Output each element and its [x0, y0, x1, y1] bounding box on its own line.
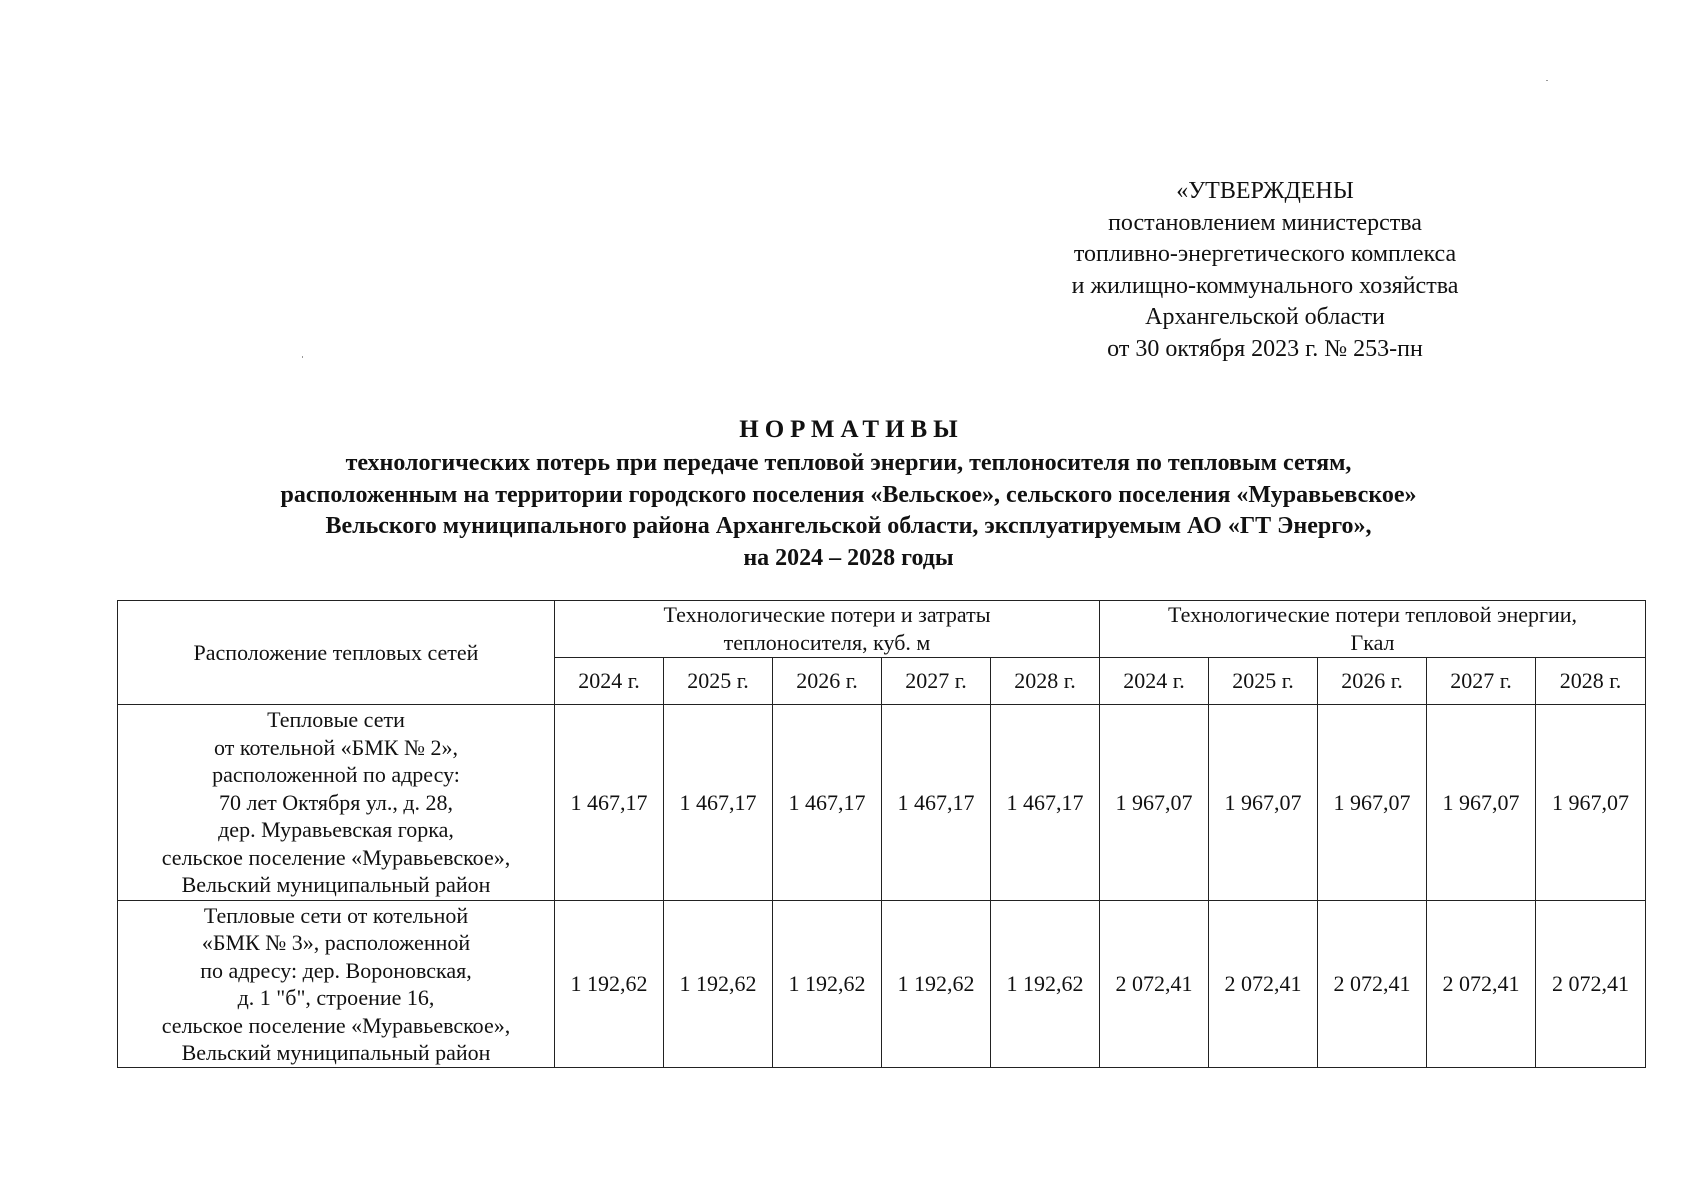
location-line: Вельский муниципальный район: [181, 872, 491, 898]
heat-value-cell: 2 072,41: [1427, 901, 1536, 1068]
coolant-header-line: теплоносителя, куб. м: [723, 630, 931, 655]
norms-table: [117, 600, 1646, 1068]
location-line: 70 лет Октября ул., д. 28,: [218, 789, 454, 815]
location-line: Тепловые сети: [267, 707, 405, 733]
heat-header-line: Гкал: [1350, 630, 1395, 655]
approval-line: топливно-энергетического комплекса: [1073, 241, 1457, 267]
location-line: д. 1 "б", строение 16,: [237, 985, 435, 1010]
year-header: 2026 г.: [773, 658, 882, 705]
location-line: дер. Муравьевская горка,: [218, 817, 454, 843]
location-column-header: Расположение тепловых сетей: [118, 601, 555, 705]
approval-line: от 30 октября 2023 г. № 253-пн: [1107, 335, 1423, 362]
location-cell: [118, 705, 555, 901]
location-line: сельское поселение «Муравьевское»,: [161, 1012, 511, 1038]
year-header: 2026 г.: [1318, 658, 1427, 705]
approval-line: и жилищно-коммунального хозяйства: [1071, 272, 1459, 299]
header-row: [118, 601, 1646, 658]
title-subtitle: [0, 448, 1697, 574]
coolant-value-cell: 1 192,62: [555, 901, 664, 1068]
location-line: по адресу: дер. Вороновская,: [200, 957, 472, 983]
year-header: 2027 г.: [1427, 658, 1536, 705]
heat-value-cell: 1 967,07: [1427, 705, 1536, 901]
scan-speck: [1546, 80, 1548, 81]
year-header: 2028 г.: [991, 658, 1100, 705]
year-header: 2028 г.: [1536, 658, 1646, 705]
coolant-value-cell: 1 192,62: [664, 901, 773, 1068]
coolant-value-cell: 1 467,17: [664, 705, 773, 901]
subtitle-line: технологических потерь при передаче тепловой энергии, теплоносителя по тепловым сетям,: [345, 450, 1352, 476]
approval-stamp: [1050, 176, 1480, 365]
heat-value-cell: 1 967,07: [1100, 705, 1209, 901]
heat-value-cell: 1 967,07: [1209, 705, 1318, 901]
heat-value-cell: 1 967,07: [1536, 705, 1646, 901]
heat-value-cell: 2 072,41: [1536, 901, 1646, 1068]
location-line: от котельной «БМК № 2»,: [214, 734, 458, 760]
coolant-value-cell: 1 192,62: [882, 901, 991, 1068]
table-row: [118, 705, 1646, 901]
year-header: 2025 г.: [664, 658, 773, 705]
subtitle-line: расположенным на территории городского поселения «Вельское», сельского поселения «Муравьевское»: [280, 481, 1417, 508]
coolant-value-cell: 1 192,62: [991, 901, 1100, 1068]
table-row: [118, 901, 1646, 1068]
title-heading: НОРМАТИВЫ: [739, 416, 964, 443]
location-cell: [118, 901, 555, 1068]
heat-header-line: Технологические потери тепловой энергии,: [1168, 602, 1578, 627]
heat-value-cell: 2 072,41: [1100, 901, 1209, 1068]
location-line: Вельский муниципальный район: [181, 1040, 491, 1065]
coolant-header-line: Технологические потери и затраты: [663, 602, 991, 627]
year-header: 2027 г.: [882, 658, 991, 705]
approval-line: Архангельской области: [1145, 304, 1385, 330]
heat-value-cell: 2 072,41: [1318, 901, 1427, 1068]
heat-group-header: [1100, 601, 1646, 658]
approval-line: «УТВЕРЖДЕНЫ: [1176, 178, 1354, 204]
location-line: Тепловые сети от котельной: [203, 902, 469, 928]
heat-value-cell: 2 072,41: [1209, 901, 1318, 1068]
coolant-value-cell: 1 467,17: [991, 705, 1100, 901]
coolant-value-cell: 1 192,62: [773, 901, 882, 1068]
coolant-group-header: [555, 601, 1100, 658]
coolant-value-cell: 1 467,17: [773, 705, 882, 901]
year-header: 2024 г.: [1100, 658, 1209, 705]
subtitle-line: на 2024 – 2028 годы: [743, 544, 954, 571]
coolant-value-cell: 1 467,17: [882, 705, 991, 901]
year-header: 2024 г.: [555, 658, 664, 705]
heat-value-cell: 1 967,07: [1318, 705, 1427, 901]
scan-speck: [302, 356, 303, 358]
document-title: [0, 412, 1697, 574]
location-line: расположенной по адресу:: [212, 762, 460, 788]
location-line: «БМК № 3», расположенной: [201, 930, 471, 955]
subtitle-line: Вельского муниципального района Архангельской области, эксплуатируемым АО «ГТ Энерго»,: [325, 513, 1372, 539]
coolant-value-cell: 1 467,17: [555, 705, 664, 901]
approval-line: постановлением министерства: [1108, 209, 1422, 236]
year-header: 2025 г.: [1209, 658, 1318, 705]
location-line: сельское поселение «Муравьевское»,: [161, 844, 511, 870]
